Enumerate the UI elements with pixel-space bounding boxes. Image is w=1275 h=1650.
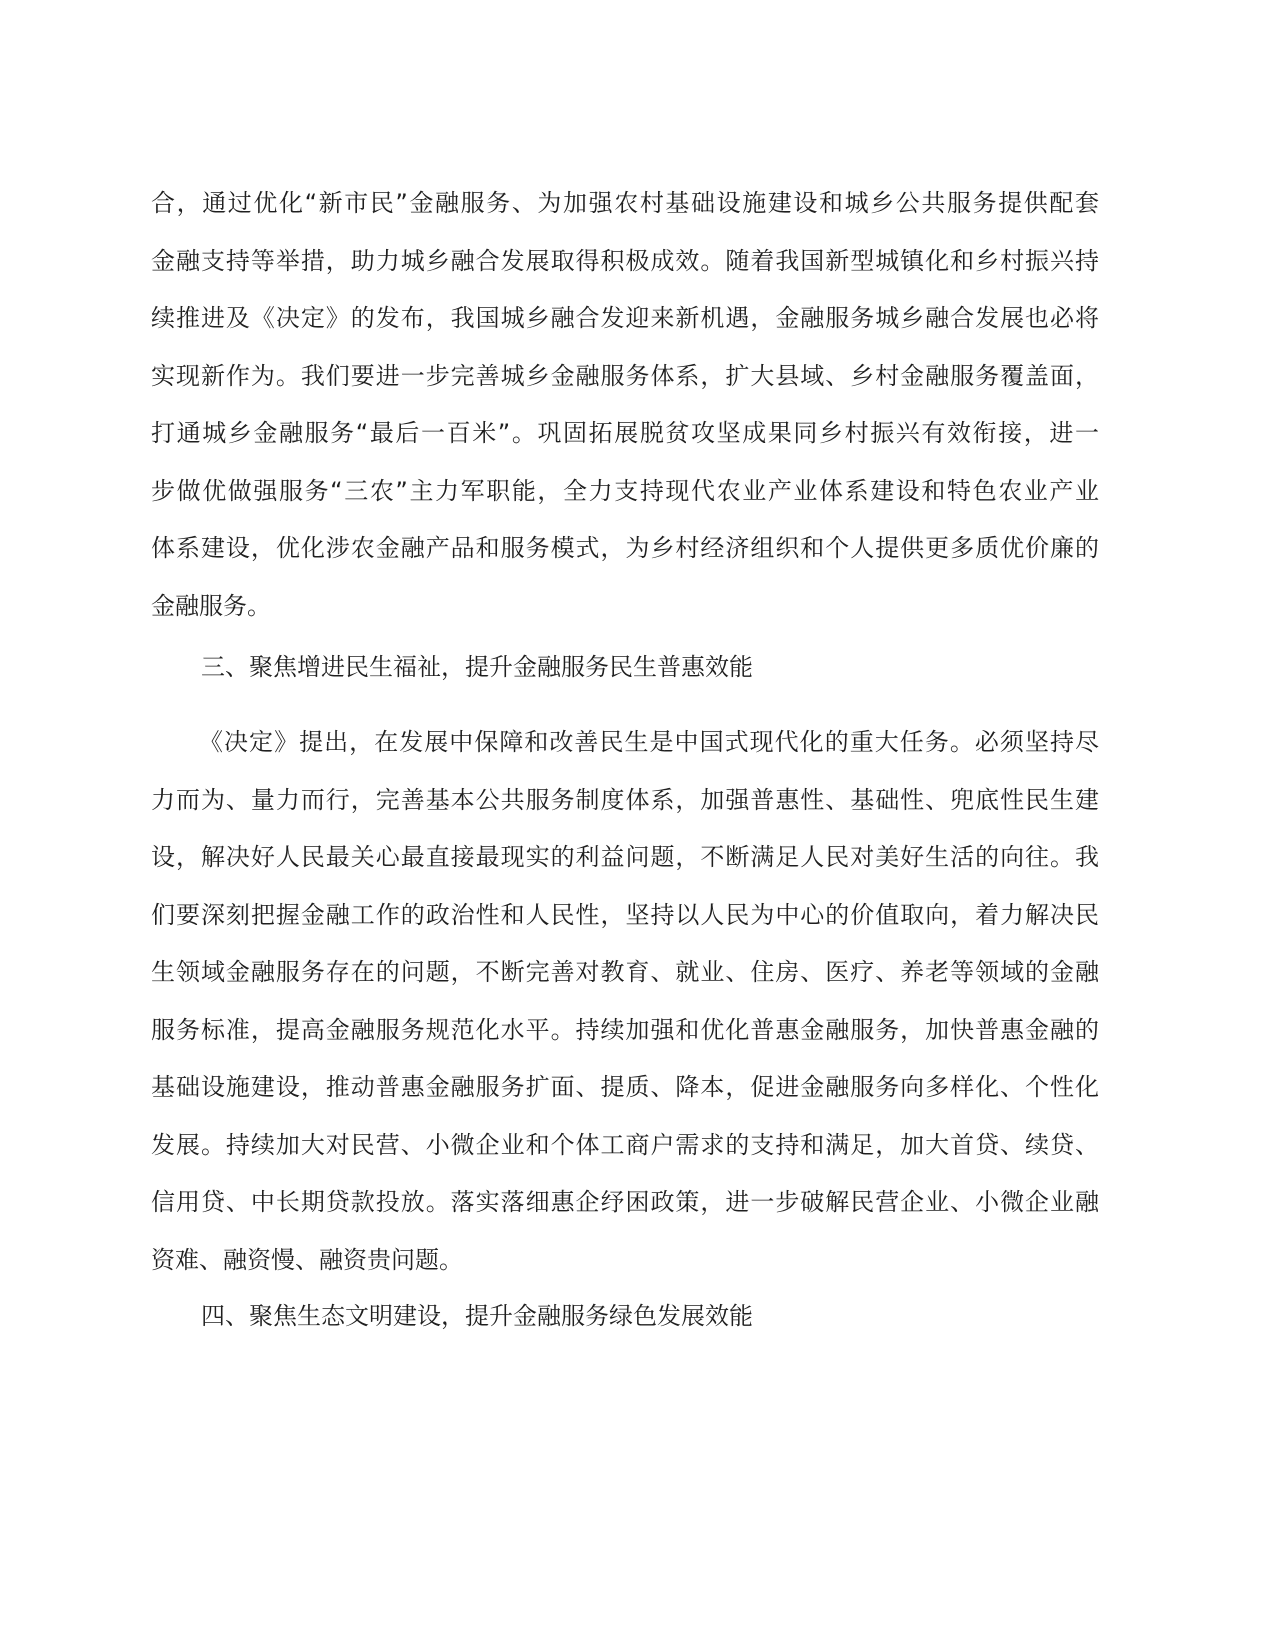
paragraph-line: 步做优做强服务“三农”主力军职能，全力支持现代农业产业体系建设和特色农业产业 (151, 476, 1099, 505)
paragraph-line: 基础设施建设，推动普惠金融服务扩面、提质、降本，促进金融服务向多样化、个性化 (151, 1073, 1099, 1101)
paragraph-line: 金融服务。 (151, 591, 271, 620)
paragraph-line: 金融支持等举措，助力城乡融合发展取得积极成效。随着我国新型城镇化和乡村振兴持 (151, 246, 1099, 275)
paragraph-line: 合，通过优化“新市民”金融服务、为加强农村基础设施建设和城乡公共服务提供配套 (151, 189, 1099, 217)
paragraph-line: 续推进及《决定》的发布，我国城乡融合发迎来新机遇，金融服务城乡融合发展也必将 (151, 304, 1099, 332)
paragraph-line: 《决定》提出，在发展中保障和改善民生是中国式现代化的重大任务。必须坚持尽 (199, 728, 1099, 756)
paragraph-line: 生领域金融服务存在的问题，不断完善对教育、就业、住房、医疗、养老等领域的金融 (151, 958, 1099, 986)
section-heading-3: 三、聚焦增进民生福祉，提升金融服务民生普惠效能 (201, 653, 753, 681)
paragraph-line: 发展。持续加大对民营、小微企业和个体工商户需求的支持和满足，加大首贷、续贷、 (151, 1130, 1099, 1159)
paragraph-line: 力而为、量力而行，完善基本公共服务制度体系，加强普惠性、基础性、兜底性民生建 (151, 785, 1099, 814)
paragraph-line: 信用贷、中长期贷款投放。落实落细惠企纾困政策，进一步破解民营企业、小微企业融 (151, 1188, 1099, 1216)
paragraph-line: 体系建设，优化涉农金融产品和服务模式，为乡村经济组织和个人提供更多质优价廉的 (151, 534, 1099, 562)
paragraph-line: 设，解决好人民最关心最直接最现实的利益问题，不断满足人民对美好生活的向往。我 (151, 843, 1099, 871)
paragraph-line: 打通城乡金融服务“最后一百米”。巩固拓展脱贫攻坚成果同乡村振兴有效衔接，进一 (151, 419, 1099, 447)
paragraph-line: 实现新作为。我们要进一步完善城乡金融服务体系，扩大县域、乡村金融服务覆盖面， (151, 361, 1099, 390)
paragraph-continuation (151, 175, 1099, 635)
paragraph-line: 服务标准，提高金融服务规范化水平。持续加强和优化普惠金融服务，加快普惠金融的 (151, 1015, 1099, 1044)
paragraph-line: 们要深刻把握金融工作的政治性和人民性，坚持以人民为中心的价值取向，着力解决民 (151, 900, 1099, 929)
paragraph-section-3 (151, 714, 1099, 1289)
paragraph-line: 资难、融资慢、融资贵问题。 (151, 1245, 463, 1274)
section-heading-4: 四、聚焦生态文明建设，提升金融服务绿色发展效能 (201, 1302, 753, 1330)
